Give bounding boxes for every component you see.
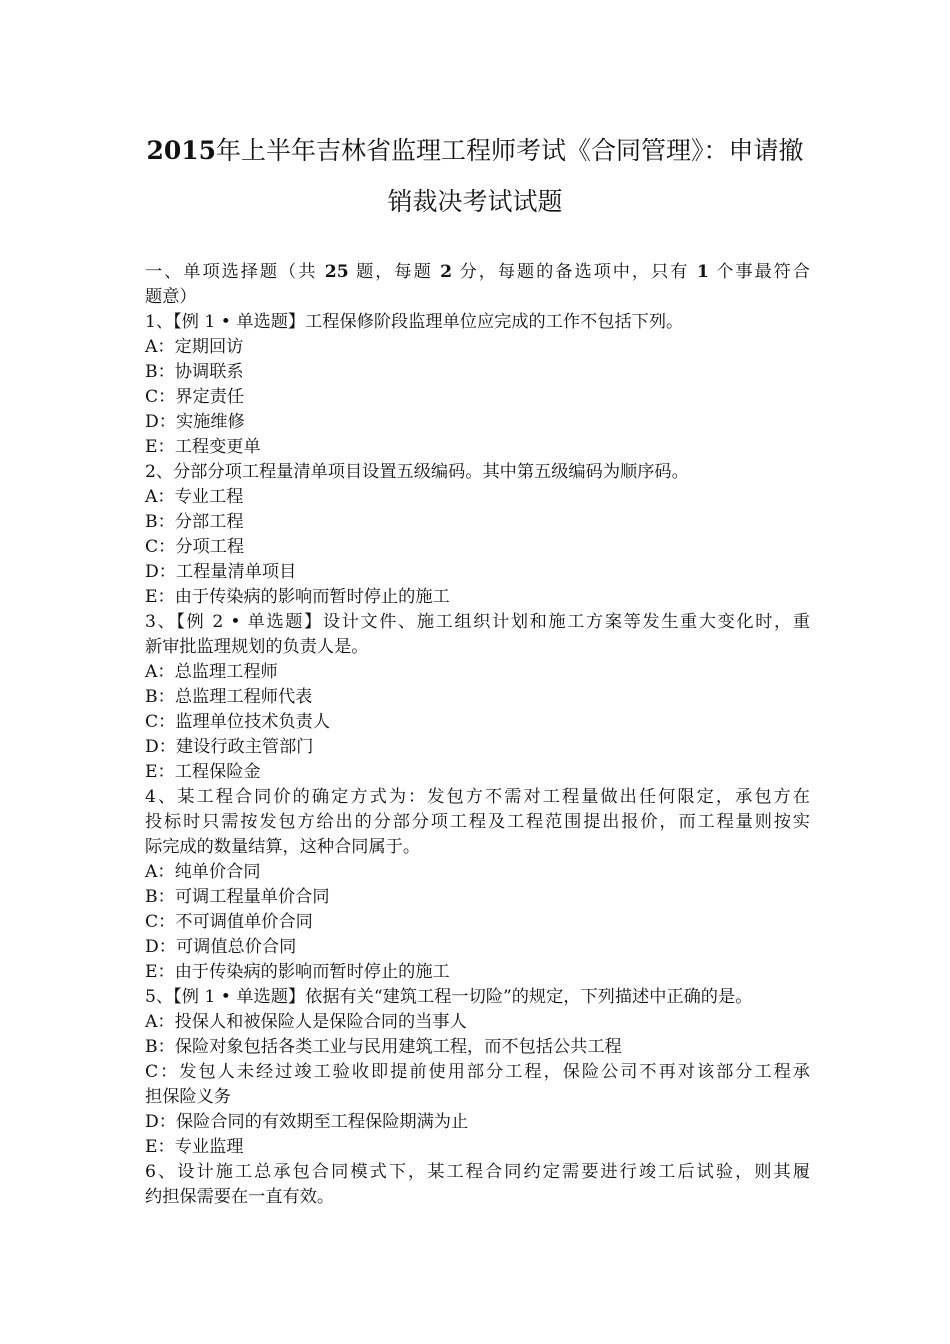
answer-option: C：界定责任 [145, 387, 245, 407]
answer-option: D：可调值总价合同 [145, 937, 297, 957]
answer-option: D：工程量清单项目 [145, 562, 297, 582]
answer-option: A：定期回访 [145, 337, 244, 357]
question-item [145, 1160, 810, 1210]
question-count: 25 [324, 262, 349, 282]
answer-option: D：保险合同的有效期至工程保险期满为止 [145, 1112, 469, 1132]
question-stem: 际完成的数量结算，这种合同属于。 [145, 837, 421, 857]
answer-option: C：不可调值单价合同 [145, 912, 313, 932]
question-stem: 4、某工程合同价的确定方式为：发包方不需对工程量做出任何限定，承包方在 [145, 787, 810, 807]
answer-option: B：保险对象包括各类工业与民用建筑工程，而不包括公共工程 [145, 1037, 622, 1057]
question-item [145, 985, 810, 1160]
question-item [145, 610, 810, 785]
question-item [145, 785, 810, 985]
answer-option: C：发包人未经过竣工验收即提前使用部分工程，保险公司不再对该部分工程承 [145, 1062, 810, 1082]
document-body [145, 260, 810, 1210]
question-item [145, 310, 810, 460]
answer-option: E：专业监理 [145, 1137, 244, 1157]
section-heading: 一、单项选择题（共 25 题，每题 2 分，每题的备选项中，只有 1 个事最符合 [145, 262, 810, 282]
answer-option: 担保险义务 [145, 1087, 231, 1107]
answer-option: E：由于传染病的影响而暂时停止的施工 [145, 587, 450, 607]
question-stem: 2、分部分项工程量清单项目设置五级编码。其中第五级编码为顺序码。 [145, 462, 689, 482]
section-heading-continued: 题意） [145, 287, 197, 307]
answer-count: 1 [696, 262, 709, 282]
answer-option: B：可调工程量单价合同 [145, 887, 330, 907]
answer-option: D：建设行政主管部门 [145, 737, 314, 757]
question-stem: 3、【例 2 • 单选题】设计文件、施工组织计划和施工方案等发生重大变化时，重 [145, 612, 810, 632]
question-item [145, 460, 810, 610]
question-list [145, 310, 810, 1210]
answer-option: D：实施维修 [145, 412, 245, 432]
points-per-question: 2 [440, 262, 453, 282]
question-stem: 约担保需要在一直有效。 [145, 1187, 335, 1207]
answer-option: A：投保人和被保险人是保险合同的当事人 [145, 1012, 467, 1032]
question-stem: 1、【例 1 • 单选题】工程保修阶段监理单位应完成的工作不包括下列。 [145, 312, 684, 332]
answer-option: A：总监理工程师 [145, 662, 278, 682]
answer-option: B：协调联系 [145, 362, 244, 382]
answer-option: E：工程保险金 [145, 762, 261, 782]
answer-option: A：纯单价合同 [145, 862, 261, 882]
answer-option: C：监理单位技术负责人 [145, 712, 331, 732]
answer-option: E：由于传染病的影响而暂时停止的施工 [145, 962, 450, 982]
title-year: 2015 [146, 136, 217, 165]
answer-option: E：工程变更单 [145, 437, 261, 457]
question-stem: 6、设计施工总承包合同模式下，某工程合同约定需要进行竣工后试验，则其履 [145, 1162, 810, 1182]
document-title-line-1 [120, 136, 830, 166]
document-title-line-2: 销裁决考试试题 [387, 187, 563, 216]
answer-option: B：总监理工程师代表 [145, 687, 313, 707]
question-stem: 新审批监理规划的负责人是。 [145, 637, 369, 657]
question-stem: 5、【例 1 • 单选题】依据有关“建筑工程一切险”的规定，下列描述中正确的是。 [145, 987, 753, 1007]
answer-option: A：专业工程 [145, 487, 244, 507]
title-text: 年上半年吉林省监理工程师考试《合同管理》：申请撤 [216, 136, 804, 165]
answer-option: B：分部工程 [145, 512, 244, 532]
question-stem: 投标时只需按发包方给出的分部分项工程及工程范围提出报价，而工程量则按实 [145, 812, 810, 832]
answer-option: C：分项工程 [145, 537, 245, 557]
